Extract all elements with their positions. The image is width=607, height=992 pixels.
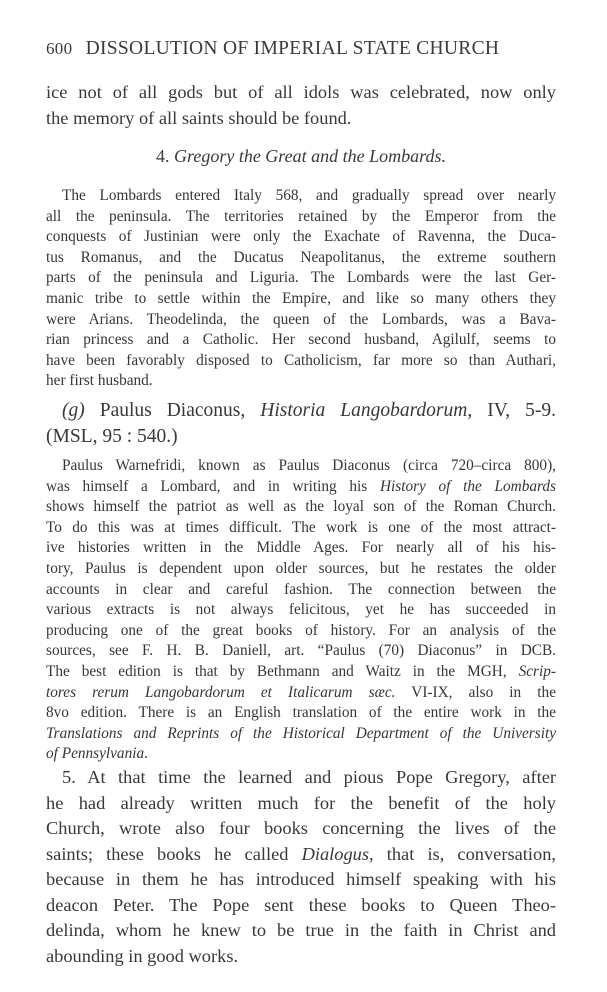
text-run: saints; these books he called <box>46 843 302 864</box>
text-line: sources, see F. H. B. Daniell, art. “Paulus (70) Diaconus” in DCB. <box>46 642 556 660</box>
text-line: tory, Paulus is dependent upon older sources, but he restates the older <box>46 559 556 577</box>
text-line: parts of the peninsula and Liguria. The Lombards were the last Ger- <box>46 269 556 287</box>
text-run: was himself a Lombard, and in writing his <box>46 477 380 495</box>
text-line: rian princess and a Catholic. Her second husband, Agilulf, seems to <box>46 331 556 349</box>
text-line: 5. At that time the learned and pious Pope Gregory, after <box>62 767 556 787</box>
text-line: manic tribe to settle within the Empire, and like so many others they <box>46 289 556 307</box>
text-run: , that is, conversation, <box>369 843 556 864</box>
text-line: tus Romanus, and the Ducatus Neapolitanus, the extreme southern <box>46 248 556 266</box>
text-run: The best edition is that by Bethmann and Waitz in the MGH, <box>46 662 519 680</box>
section-heading <box>46 146 556 167</box>
paragraph-5 <box>46 765 556 969</box>
text-line: Church, wrote also four books concerning the lives of the <box>46 818 556 838</box>
section-title: Gregory the Great and the Lombards. <box>174 146 446 166</box>
text-run: VI-IX, also in the <box>395 683 556 701</box>
book-title: Scrip- <box>518 662 556 680</box>
text-line <box>46 724 556 745</box>
source-heading <box>46 398 556 450</box>
text-line: were Arians. Theodelinda, the queen of the Lombards, was a Bava- <box>46 310 556 328</box>
text-line: because in them he has introduced himself speaking with his <box>46 869 556 889</box>
text-line <box>46 744 556 765</box>
text-line: 8vo edition. There is an English translation of the entire work in the <box>46 704 556 722</box>
text-line: To do this was at times difficult. The work is one of the most attract- <box>46 518 556 536</box>
book-title: History of the Lombards <box>379 477 557 495</box>
text-line: conquests of Justinian were only the Exachate of Ravenna, the Duca- <box>46 228 556 246</box>
text-run: . <box>144 745 148 763</box>
running-title: DISSOLUTION OF IMPERIAL STATE CHURCH <box>85 38 500 59</box>
text-line: shows himself the patriot as well as the loyal son of the Roman Church. <box>46 498 556 516</box>
text-line: producing one of the great books of history. For an analysis of the <box>46 621 556 639</box>
text-line <box>46 683 556 704</box>
book-title: tores rerum Langobardorum et Italicarum sæc. <box>46 683 396 701</box>
running-head <box>46 38 556 60</box>
text-line <box>46 662 556 683</box>
source-intro <box>46 456 556 765</box>
book-title: Translations and Reprints of the Historical Department of the University <box>46 724 556 742</box>
text-line: he had already written much for the benefit of the holy <box>46 792 556 813</box>
text-line <box>46 842 556 868</box>
text-line: have been favorably disposed to Catholicism, far more so than Authari, <box>46 351 556 369</box>
source-reference: , IV, 5-9. <box>467 400 556 421</box>
text-line: the memory of all saints should be found. <box>46 107 352 128</box>
text-line: ice not of all gods but of all idols was celebrated, now only <box>46 82 556 102</box>
text-line: accounts in clear and careful fashion. The connection between the <box>46 580 556 598</box>
section-number: 4. <box>156 146 170 166</box>
text-line: abounding in good works. <box>46 945 239 966</box>
book-title: Dialogus <box>301 843 370 864</box>
section-intro <box>46 186 556 392</box>
source-work-title: Historia Langobardorum <box>260 400 468 421</box>
text-line: all the peninsula. The territories retained by the Emperor from the <box>46 207 556 225</box>
page-number: 600 <box>46 39 73 58</box>
book-title: of Pennsylvania <box>46 745 145 763</box>
opening-paragraph <box>46 80 556 131</box>
source-author: Paulus Diaconus, <box>99 400 246 421</box>
text-line: Paulus Warnefridi, known as Paulus Diaconus (circa 720–circa 800), <box>62 457 556 474</box>
text-line: ive histories written in the Middle Ages. For nearly all of his his- <box>46 539 556 557</box>
text-line: delinda, whom he knew to be true in the faith in Christ and <box>46 920 556 940</box>
text-line: various extracts is not always felicitous, yet he has succeeded in <box>46 601 556 619</box>
text-line <box>46 477 556 498</box>
text-line: deacon Peter. The Pope sent these books to Queen Theo- <box>46 894 556 915</box>
text-line: The Lombards entered Italy 568, and gradually spread over nearly <box>62 187 556 204</box>
source-citation: (MSL, 95 : 540.) <box>46 426 178 447</box>
source-label: (g) <box>62 400 85 421</box>
source-title-line <box>46 398 556 424</box>
text-line: her first husband. <box>46 372 153 390</box>
